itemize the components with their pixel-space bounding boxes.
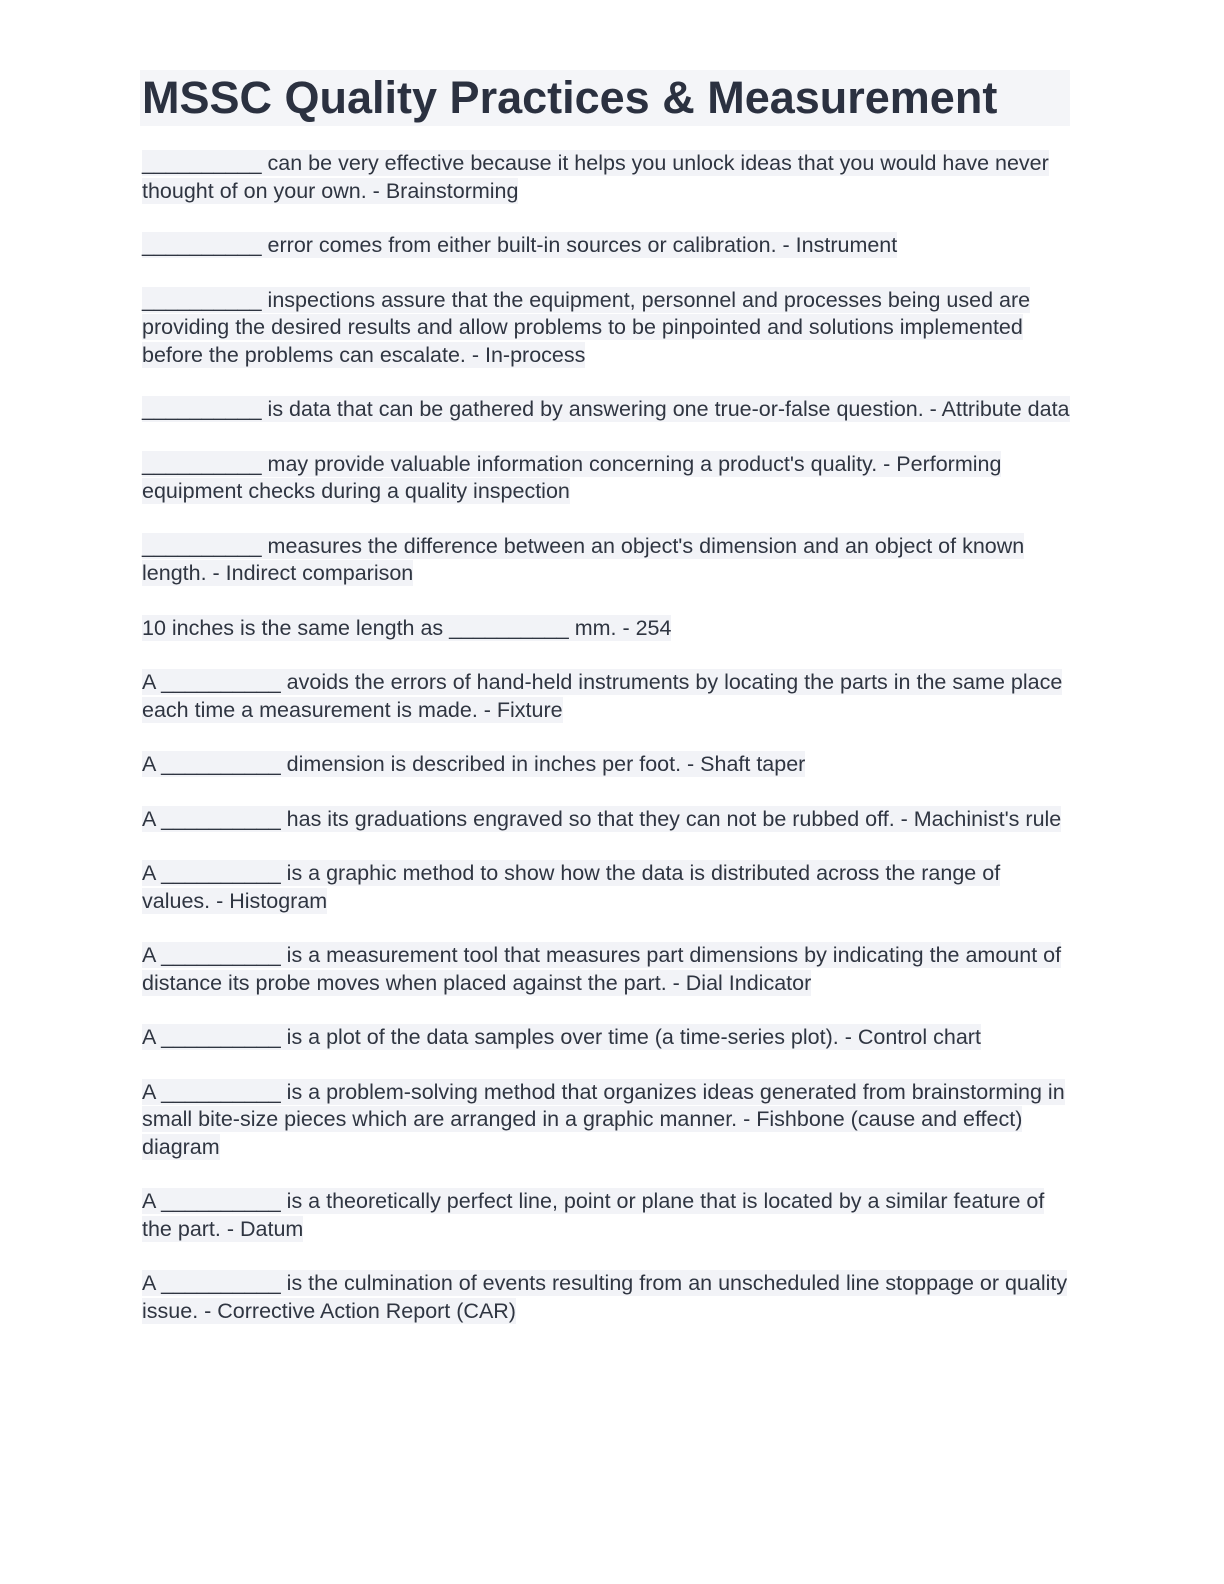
flashcard <box>142 806 1072 834</box>
flashcard <box>142 942 1072 997</box>
flashcard-text: A __________ is a problem-solving method that organizes ideas generated from brainstorming in small bite-size pieces which are arranged in a graphic manner. - Fishbone (cause and effect) diagram <box>142 1079 1065 1159</box>
flashcard-text: __________ inspections assure that the equipment, personnel and processes being used are providing the desired results and allow problems to be pinpointed and solutions implemented before the problems can escalate. - In-process <box>142 287 1031 367</box>
flashcard-list <box>142 150 1072 1325</box>
page-title: MSSC Quality Practices & Measurement <box>142 72 998 123</box>
flashcard <box>142 150 1072 205</box>
flashcard <box>142 1188 1072 1243</box>
flashcard-text: __________ error comes from either built-in sources or calibration. - Instrument <box>142 233 898 257</box>
flashcard <box>142 451 1072 506</box>
flashcard <box>142 287 1072 370</box>
flashcard-text: __________ measures the difference between an object's dimension and an object of known length. - Indirect comparison <box>142 533 1025 585</box>
flashcard <box>142 533 1072 588</box>
flashcard-text: __________ can be very effective because it helps you unlock ideas that you would have never thought of on your own. - Brainstorming <box>142 151 1049 203</box>
document-page <box>142 70 1072 1352</box>
flashcard-text: A __________ dimension is described in inches per foot. - Shaft taper <box>142 752 806 776</box>
flashcard-text: __________ is data that can be gathered by answering one true-or-false question. - Attribute data <box>142 397 1070 421</box>
flashcard-text: A __________ is a graphic method to show how the data is distributed across the range of values. - Histogram <box>142 861 1001 913</box>
flashcard-text: A __________ is the culmination of events resulting from an unscheduled line stoppage or quality issue. - Corrective Action Report (CAR) <box>142 1271 1068 1323</box>
flashcard-text: A __________ avoids the errors of hand-held instruments by locating the parts in the same place each time a measurement is made. - Fixture <box>142 670 1063 722</box>
flashcard <box>142 232 1072 260</box>
flashcard <box>142 615 1072 643</box>
flashcard-text: A __________ is a plot of the data samples over time (a time-series plot). - Control chart <box>142 1025 981 1049</box>
flashcard-text: 10 inches is the same length as __________ mm. - 254 <box>142 615 672 640</box>
flashcard <box>142 669 1072 724</box>
flashcard <box>142 1270 1072 1325</box>
flashcard-text: __________ may provide valuable information concerning a product's quality. - Performing equipment checks during a quality inspection <box>142 451 1002 503</box>
flashcard-text: A __________ is a measurement tool that measures part dimensions by indicating the amount of distance its probe moves when placed against the part. - Dial Indicator <box>142 943 1062 995</box>
title-banner <box>140 70 1070 126</box>
flashcard-text: A __________ is a theoretically perfect line, point or plane that is located by a similar feature of the part. - Datum <box>142 1189 1045 1241</box>
flashcard <box>142 860 1072 915</box>
flashcard <box>142 1079 1072 1162</box>
flashcard-text: A __________ has its graduations engraved so that they can not be rubbed off. - Machinist's rule <box>142 806 1062 831</box>
flashcard <box>142 1024 1072 1052</box>
flashcard <box>142 396 1072 424</box>
flashcard <box>142 751 1072 779</box>
